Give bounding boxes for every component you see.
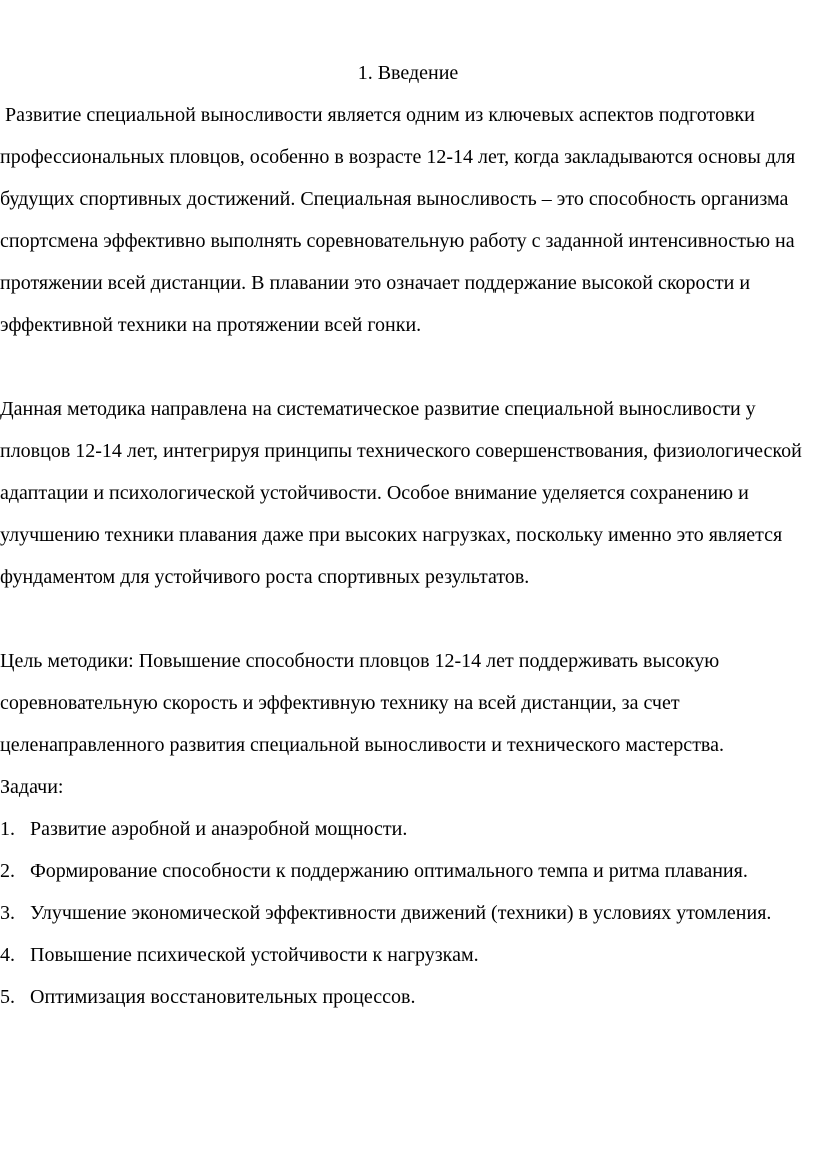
list-item: [0, 850, 816, 892]
section-heading: 1. Введение: [357, 62, 459, 84]
intro-paragraph: Развитие специальной выносливости является одним из ключевых аспектов подготовки профессиональных пловцов, особенно в возрасте 12-14 лет, когда закладываются основы для будущих спортивных достижений. Специальная выносливость – это способность организма спортсмена эффективно выполнять соревновательную работу с заданной интенсивностью на протяжении всей дистанции. В плавании это означает поддержание высокой скорости и эффективной техники на протяжении всей гонки.: [0, 104, 801, 336]
list-item-number: 3.: [0, 902, 15, 924]
methodology-paragraph: Данная методика направлена на систематическое развитие специальной выносливости у пловцов 12-14 лет, интегрируя принципы технического совершенствования, физиологической адаптации и психологической устойчивости. Особое внимание уделяется сохранению и улучшению техники плавания даже при высоких нагрузках, поскольку именно это является фундаментом для устойчивого роста спортивных результатов.: [0, 398, 802, 588]
goal-paragraph: Цель методики: Повышение способности пловцов 12-14 лет поддерживать высокую соревновательную скорость и эффективную технику на всей дистанции, за счет целенаправленного развития специальной выносливости и технического мастерства.: [0, 650, 724, 756]
tasks-heading: Задачи:: [0, 776, 64, 798]
list-item-text: Улучшение экономической эффективности движений (техники) в условиях утомления.: [30, 902, 772, 924]
list-item-number: 4.: [0, 944, 15, 966]
list-item: [0, 808, 816, 850]
list-item: [0, 892, 816, 934]
list-item-text: Оптимизация восстановительных процессов.: [30, 986, 416, 1008]
list-item-number: 1.: [0, 818, 15, 840]
list-item-text: Повышение психической устойчивости к нагрузкам.: [30, 944, 479, 966]
list-item-text: Формирование способности к поддержанию оптимального темпа и ритма плавания.: [30, 860, 748, 882]
list-item-number: 2.: [0, 860, 15, 882]
tasks-list: [0, 808, 816, 1018]
list-item-number: 5.: [0, 986, 15, 1008]
list-item-text: Развитие аэробной и анаэробной мощности.: [30, 818, 408, 840]
list-item: [0, 976, 816, 1018]
list-item: [0, 934, 816, 976]
